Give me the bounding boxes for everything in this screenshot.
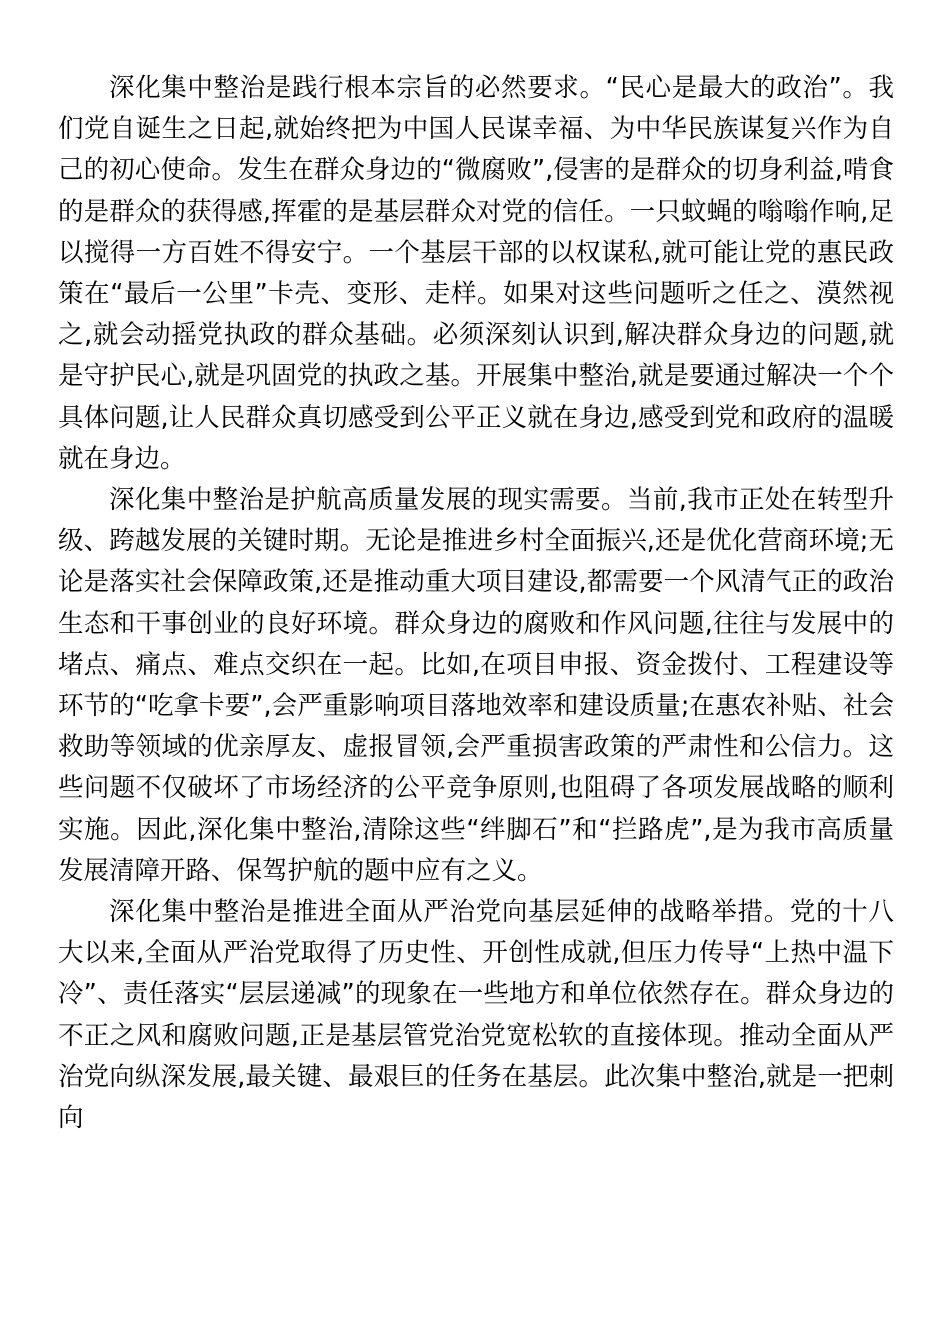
paragraph-2: 深化集中整治是护航高质量发展的现实需要。当前,我市正处在转型升级、跨越发展的关键时期。无论是推进乡村全面振兴,还是优化营商环境;无论是落实社会保障政策,还是推动重大项目建设,都需要一个风清气正的政治生态和干事创业的良好环境。群众身边的腐败和作风问题,往往与发展中的堵点、痛点、难点交织在一起。比如,在项目申报、资金拨付、工程建设等环节的“吃拿卡要”,会严重影响项目落地效率和建设质量;在惠农补贴、社会救助等领域的优亲厚友、虚报冒领,会严重损害政策的严肃性和公信力。这些问题不仅破坏了市场经济的公平竞争原则,也阻碍了各项发展战略的顺利实施。因此,深化集中整治,清除这些“绊脚石”和“拦路虎”,是为我市高质量发展清障开路、保驾护航的题中应有之义。 [58, 485, 894, 886]
paragraph-1: 深化集中整治是践行根本宗旨的必然要求。“民心是最大的政治”。我们党自诞生之日起,就始终把为中国人民谋幸福、为中华民族谋复兴作为自己的初心使命。发生在群众身边的“微腐败”,侵害的是群众的切身利益,啃食的是群众的获得感,挥霍的是基层群众对党的信任。一只蚊蝇的嗡嗡作响,足以搅得一方百姓不得安宁。一个基层干部的以权谋私,就可能让党的惠民政策在“最后一公里”卡壳、变形、走样。如果对这些问题听之任之、漠然视之,就会动摇党执政的群众基础。必须深刻认识到,解决群众身边的问题,就是守护民心,就是巩固党的执政之基。开展集中整治,就是要通过解决一个个具体问题,让人民群众真切感受到公平正义就在身边,感受到党和政府的温暖就在身边。 [58, 73, 894, 474]
paragraph-3: 深化集中整治是推进全面从严治党向基层延伸的战略举措。党的十八大以来,全面从严治党取得了历史性、开创性成就,但压力传导“上热中温下冷”、责任落实“层层递减”的现象在一些地方和单位依然存在。群众身边的不正之风和腐败问题,正是基层管党治党宽松软的直接体现。推动全面从严治党向纵深发展,最关键、最艰巨的任务在基层。此次集中整治,就是一把刺向 [58, 897, 894, 1134]
document-body [58, 68, 894, 1139]
